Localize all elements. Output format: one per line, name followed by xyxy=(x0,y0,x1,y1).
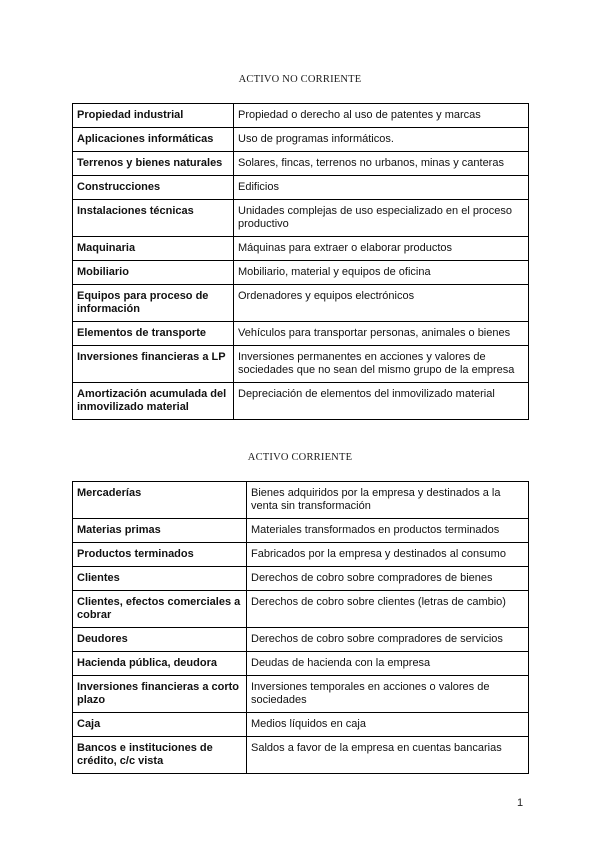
table-row xyxy=(73,152,529,176)
term-cell: Caja xyxy=(73,713,247,737)
term-cell: Productos terminados xyxy=(73,543,247,567)
table-row xyxy=(73,322,529,346)
table-row xyxy=(73,261,529,285)
term-cell: Terrenos y bienes naturales xyxy=(73,152,234,176)
section-title-noncurrent: ACTIVO NO CORRIENTE xyxy=(238,74,362,85)
term-cell: Inversiones financieras a LP xyxy=(73,346,234,383)
table-row xyxy=(73,383,529,420)
table-row xyxy=(73,237,529,261)
table-row xyxy=(73,285,529,322)
term-cell: Deudores xyxy=(73,628,247,652)
definition-cell: Edificios xyxy=(234,176,529,200)
definition-cell: Vehículos para transportar personas, animales o bienes xyxy=(234,322,529,346)
definition-cell: Derechos de cobro sobre compradores de bienes xyxy=(247,567,529,591)
term-cell: Aplicaciones informáticas xyxy=(73,128,234,152)
definition-cell: Derechos de cobro sobre clientes (letras de cambio) xyxy=(247,591,529,628)
term-cell: Bancos e instituciones de crédito, c/c vista xyxy=(73,737,247,774)
term-cell: Mercaderías xyxy=(73,482,247,519)
term-cell: Construcciones xyxy=(73,176,234,200)
term-cell: Maquinaria xyxy=(73,237,234,261)
definition-cell: Derechos de cobro sobre compradores de servicios xyxy=(247,628,529,652)
term-cell: Materias primas xyxy=(73,519,247,543)
table-row xyxy=(73,519,529,543)
term-cell: Inversiones financieras a corto plazo xyxy=(73,676,247,713)
table-row xyxy=(73,652,529,676)
definition-cell: Saldos a favor de la empresa en cuentas bancarias xyxy=(247,737,529,774)
definition-cell: Fabricados por la empresa y destinados al consumo xyxy=(247,543,529,567)
definition-cell: Materiales transformados en productos terminados xyxy=(247,519,529,543)
definition-cell: Inversiones temporales en acciones o valores de sociedades xyxy=(247,676,529,713)
definition-cell: Mobiliario, material y equipos de oficina xyxy=(234,261,529,285)
definition-cell: Unidades complejas de uso especializado en el proceso productivo xyxy=(234,200,529,237)
definition-cell: Ordenadores y equipos electrónicos xyxy=(234,285,529,322)
table-row xyxy=(73,543,529,567)
definition-cell: Medios líquidos en caja xyxy=(247,713,529,737)
definition-cell: Inversiones permanentes en acciones y valores de sociedades que no sean del mismo grupo de la empresa xyxy=(234,346,529,383)
noncurrent-assets-table xyxy=(72,103,529,420)
term-cell: Amortización acumulada del inmovilizado material xyxy=(73,383,234,420)
term-cell: Hacienda pública, deudora xyxy=(73,652,247,676)
term-cell: Elementos de transporte xyxy=(73,322,234,346)
term-cell: Instalaciones técnicas xyxy=(73,200,234,237)
definition-cell: Propiedad o derecho al uso de patentes y marcas xyxy=(234,104,529,128)
table-row xyxy=(73,482,529,519)
table-row xyxy=(73,591,529,628)
term-cell: Mobiliario xyxy=(73,261,234,285)
definition-cell: Uso de programas informáticos. xyxy=(234,128,529,152)
section-title-current: ACTIVO CORRIENTE xyxy=(247,452,353,463)
table-row xyxy=(73,176,529,200)
table-row xyxy=(73,713,529,737)
term-cell: Equipos para proceso de información xyxy=(73,285,234,322)
definition-cell: Deudas de hacienda con la empresa xyxy=(247,652,529,676)
table-row xyxy=(73,128,529,152)
table-row xyxy=(73,346,529,383)
table-row xyxy=(73,104,529,128)
table-row xyxy=(73,200,529,237)
definition-cell: Bienes adquiridos por la empresa y destinados a la venta sin transformación xyxy=(247,482,529,519)
term-cell: Clientes xyxy=(73,567,247,591)
table-row xyxy=(73,737,529,774)
definition-cell: Solares, fincas, terrenos no urbanos, minas y canteras xyxy=(234,152,529,176)
term-cell: Clientes, efectos comerciales a cobrar xyxy=(73,591,247,628)
definition-cell: Máquinas para extraer o elaborar productos xyxy=(234,237,529,261)
page-number: 1 xyxy=(517,797,524,809)
table-row xyxy=(73,628,529,652)
term-cell: Propiedad industrial xyxy=(73,104,234,128)
current-assets-table xyxy=(72,481,529,774)
table-row xyxy=(73,567,529,591)
table-row xyxy=(73,676,529,713)
definition-cell: Depreciación de elementos del inmovilizado material xyxy=(234,383,529,420)
